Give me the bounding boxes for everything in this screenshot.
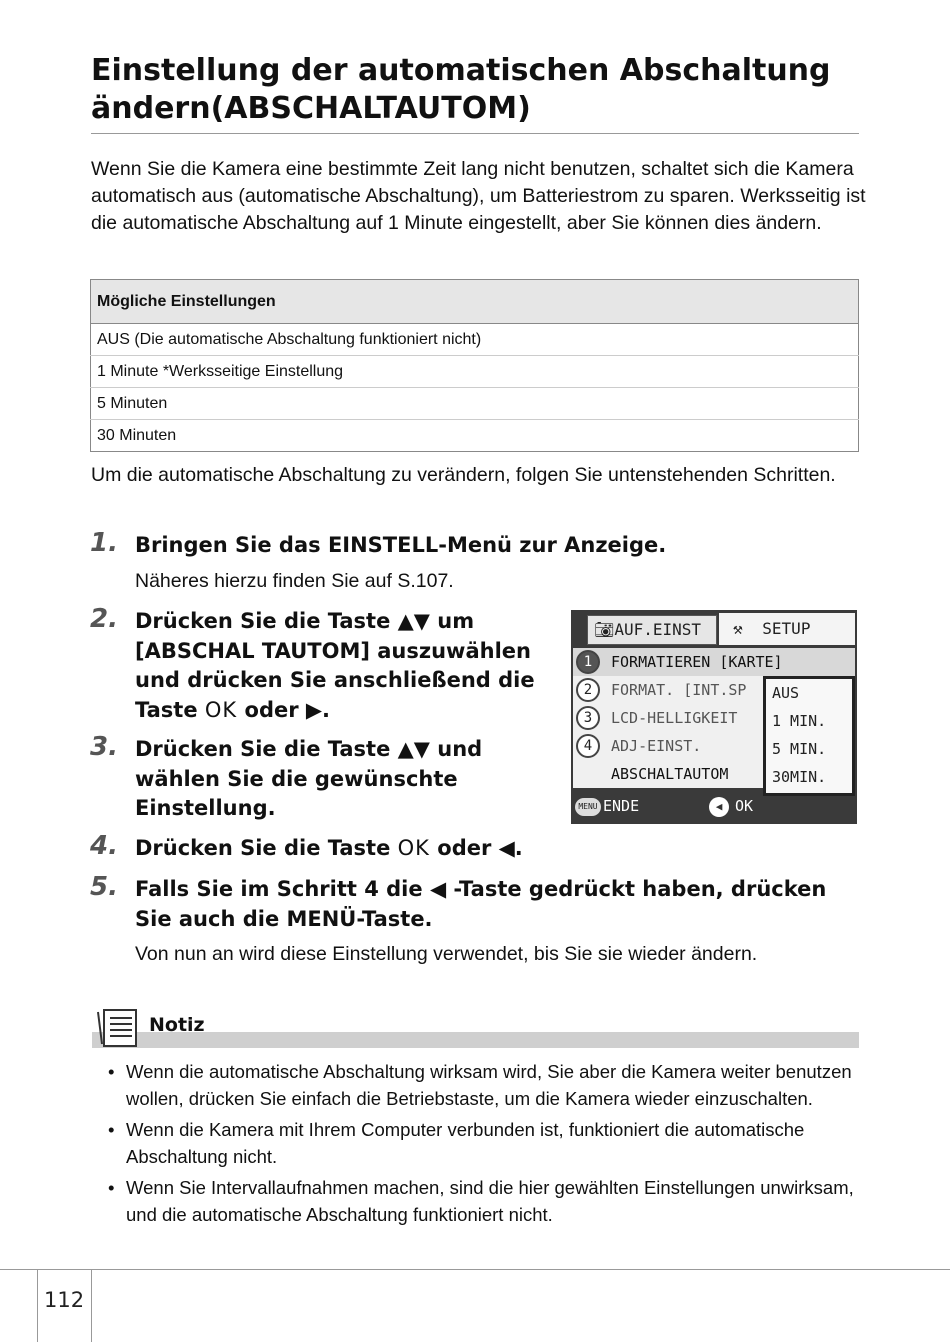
left-arrow-icon: ◀	[429, 877, 447, 901]
step-number: 5.	[90, 872, 118, 902]
ok-key-glyph: OK	[204, 697, 238, 722]
step-5-subtext: Von nun an wird diese Einstellung verwendet, bis Sie sie wieder ändern.	[135, 943, 758, 965]
camera-tab2-label: SETUP	[762, 619, 811, 638]
camera-menu-item	[573, 648, 855, 676]
menu-item-number: 1	[576, 650, 600, 674]
settings-row: AUS (Die automatische Abschaltung funktioniert nicht)	[91, 324, 859, 356]
step-number: 3.	[90, 732, 118, 762]
camera-icon: 📷︎	[594, 620, 615, 639]
camera-footer-ok: OK	[735, 797, 754, 815]
step-5-text-b: -Taste gedrückt haben, drücken Sie auch die MENÜ-Taste.	[135, 877, 827, 931]
menu-item-label: FORMATIEREN [KARTE]	[611, 653, 783, 671]
step-5-text	[135, 875, 865, 934]
menu-item-label: ADJ-EINST.	[611, 737, 702, 755]
menu-item-number: 4	[576, 734, 600, 758]
footer-divider	[0, 1269, 950, 1270]
step-number: 4.	[90, 831, 118, 861]
menu-item-label: FORMAT. [INT.SP	[611, 681, 747, 699]
note-list	[104, 1058, 864, 1232]
page-title: Einstellung der automatischen Abschaltung ändern(ABSCHALTAUTOM)	[91, 53, 831, 126]
wrench-icon: ⚒	[733, 619, 743, 638]
camera-tab1-label: AUF.EINST	[614, 620, 702, 639]
step-5-text-a: Falls Sie im Schritt 4 die	[135, 877, 423, 901]
footer-divider-vertical	[91, 1269, 92, 1342]
settings-row: 5 Minuten	[91, 388, 859, 420]
camera-footer-end: ENDE	[603, 797, 640, 815]
option-5min: 5 MIN.	[772, 740, 827, 758]
menu-item-label: ABSCHALTAUTOM	[611, 765, 729, 783]
step-1-text: Bringen Sie das EINSTELL-Menü zur Anzeige.	[135, 533, 667, 557]
camera-tab-setup	[719, 613, 855, 645]
menu-item-number: 3	[576, 706, 600, 730]
step-4-text: Drücken Sie die Taste OK oder ◀.	[135, 836, 523, 860]
footer-divider-vertical	[37, 1269, 38, 1342]
option-30min: 30MIN.	[772, 768, 827, 786]
left-arrow-icon: ◀	[498, 836, 515, 860]
step-2-text-c: oder	[244, 697, 299, 722]
ok-key-glyph: OK	[397, 836, 430, 860]
note-item: • Wenn die Kamera mit Ihrem Computer verbunden ist, funktioniert die automatische Abschaltung nicht.	[104, 1116, 864, 1170]
step-2-text-a: Drücken Sie die Taste	[135, 609, 391, 633]
step-2-text: Drücken Sie die Taste ▲▼ um [ABSCHAL TAUTOM] auszuwählen und drücken Sie anschließend die Taste OK oder ▶.	[135, 609, 535, 722]
settings-row: 30 Minuten	[91, 420, 859, 452]
step-1-subtext: Näheres hierzu finden Sie auf S.107.	[135, 570, 454, 592]
left-circle-icon: ◀	[709, 797, 729, 817]
step-number: 1.	[90, 528, 118, 558]
settings-row: 1 Minute *Werksseitige Einstellung	[91, 356, 859, 388]
camera-screen	[571, 610, 857, 824]
option-aus: AUS	[772, 684, 800, 702]
settings-table	[90, 279, 859, 452]
note-item: • Wenn Sie Intervallaufnahmen machen, sind die hier gewählten Einstellungen unwirksam, und die automatische Abschaltung funktioniert nicht.	[104, 1174, 864, 1228]
intro-paragraph: Wenn Sie die Kamera eine bestimmte Zeit lang nicht benutzen, schaltet sich die Kamera automatisch aus (automatische Abschaltung), um Batteriestrom zu sparen. Werksseitig ist die automatische Abschaltung auf 1 Minute eingestellt, aber Sie können dies ändern.	[91, 158, 866, 234]
menu-badge-icon: MENU	[575, 798, 601, 816]
note-item: • Wenn die automatische Abschaltung wirksam wird, Sie aber die Kamera weiter benutzen wollen, drücken Sie einfach die Betriebstaste, um die Kamera wieder einzuschalten.	[104, 1058, 864, 1112]
lead-paragraph: Um die automatische Abschaltung zu verändern, folgen Sie untenstehenden Schritten.	[91, 464, 836, 486]
camera-tab-shooting	[587, 615, 717, 645]
camera-options-popup	[763, 676, 855, 796]
camera-screen-footer	[571, 790, 857, 824]
menu-item-number: 2	[576, 678, 600, 702]
settings-table-header: Mögliche Einstellungen	[91, 280, 859, 324]
note-title: Notiz	[149, 1014, 205, 1036]
step-number: 2.	[90, 604, 118, 634]
up-down-arrow-icon: ▲▼	[397, 609, 430, 633]
note-header-bar	[92, 1032, 859, 1048]
title-divider	[91, 133, 859, 134]
menu-item-label: LCD-HELLIGKEIT	[611, 709, 738, 727]
step-4-text-a: Drücken Sie die Taste	[135, 836, 391, 860]
note-icon	[94, 1008, 140, 1048]
option-1min: 1 MIN.	[772, 712, 827, 730]
step-3-text	[135, 735, 535, 824]
page-number: 112	[44, 1288, 85, 1312]
step-3-text-a: Drücken Sie die Taste	[135, 737, 391, 761]
up-down-arrow-icon: ▲▼	[397, 737, 430, 761]
step-2-text-b: um [ABSCHAL TAUTOM] auszuwählen und drücken Sie anschließend die Taste	[135, 609, 535, 722]
step-3-text-b: und wählen Sie die gewünschte Einstellung.	[135, 737, 483, 820]
step-4-text-b: oder	[437, 836, 492, 860]
right-arrow-icon: ▶	[305, 697, 323, 722]
